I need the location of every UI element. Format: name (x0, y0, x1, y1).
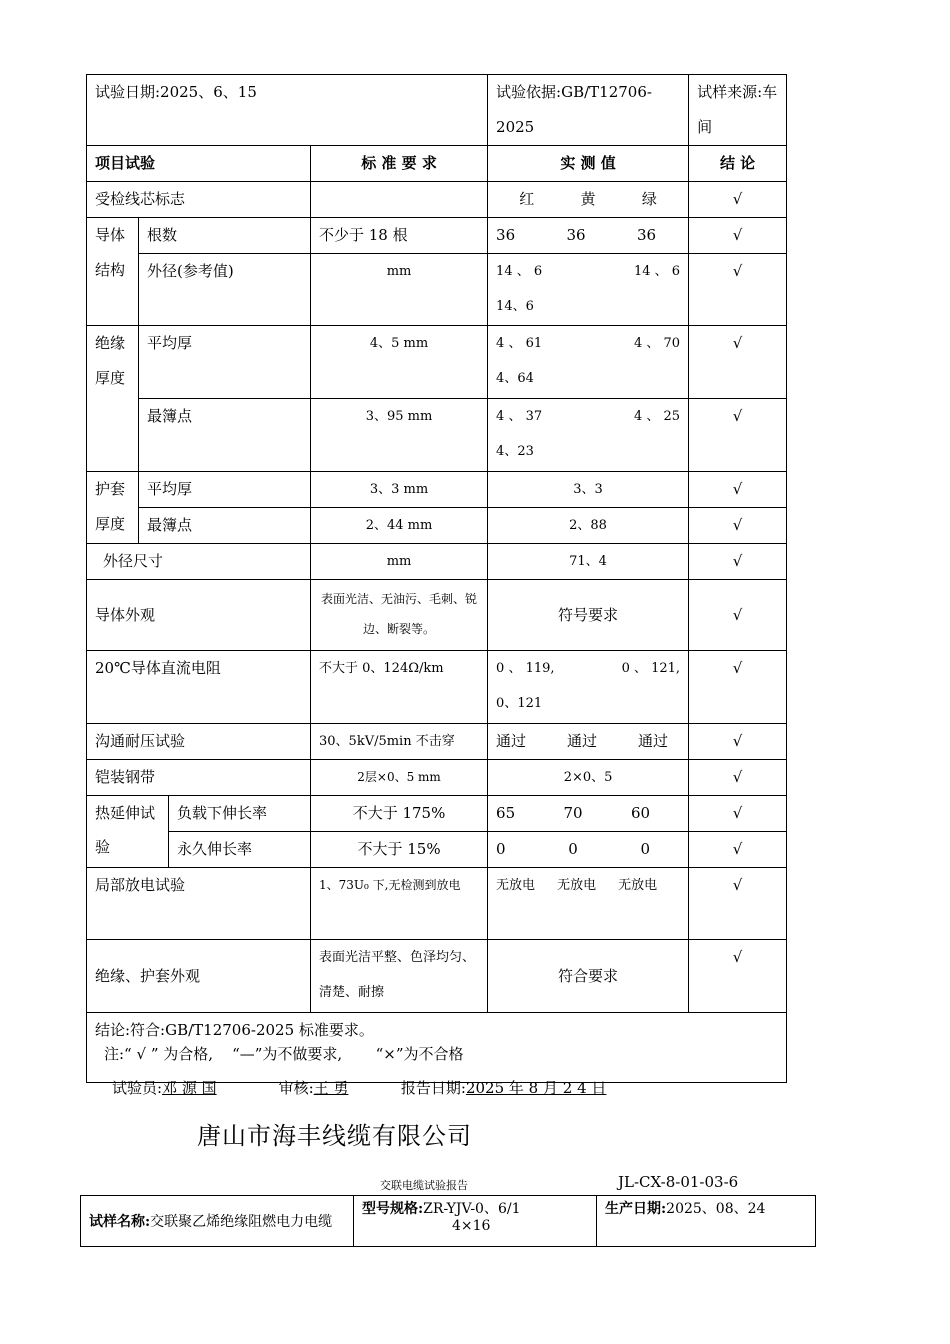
test-basis: 试验依据:GB/T12706-2025 (488, 75, 689, 146)
table-row: 最簿点 3、95 mm 4 、 37 4 、 25 4、23 √ (87, 399, 787, 472)
table-row: 外径尺寸 mm 71、4 √ (87, 544, 787, 580)
table-row: 最簿点 2、44 mm 2、88 √ (87, 508, 787, 544)
signature-line: 试验员:邓 源 国 审核:王 勇 报告日期:2025 年 8 月 2 4 日 (112, 1079, 607, 1097)
table-row: 热延伸试 验 负载下伸长率 不大于 175% 65 70 60 √ (87, 796, 787, 832)
company-name: 唐山市海丰线缆有限公司 (197, 1122, 472, 1150)
table-row: 外径(参考值) mm 14 、 6 14 、 6 14、6 √ (87, 254, 787, 326)
table-row: 绝缘厚度 平均厚 4、5 mm 4 、 61 4 、 70 4、64 √ (87, 326, 787, 399)
col-measured: 实 测 值 (488, 146, 689, 182)
tester-name: 邓 源 国 (162, 1079, 217, 1097)
table-row: 导体外观 表面光洁、无油污、毛刺、锐边、断裂等。 符号要求 √ (87, 580, 787, 651)
test-date: 试验日期:2025、6、15 (87, 75, 488, 146)
table-row: 绝缘、护套外观 表面光洁平整、色泽均匀、清楚、耐擦 符合要求 √ (87, 940, 787, 1013)
col-conclusion: 结 论 (689, 146, 787, 182)
table-row: 导体结构 根数 不少于 18 根 36 36 36 √ (87, 218, 787, 254)
sample-info-table (80, 1195, 816, 1247)
table-row: 铠装钢带 2层×0、5 mm 2×0、5 √ (87, 760, 787, 796)
conclusion-text: 结论:符合:GB/T12706-2025 标准要求。 (87, 1013, 787, 1083)
doc-title: 交联电缆试验报告 (380, 1179, 468, 1192)
doc-code: JL-CX-8-01-03-6 (618, 1173, 739, 1191)
column-header-row (87, 146, 787, 182)
report-date: 2025 年 8 月 2 4 日 (465, 1079, 607, 1097)
sample-name-cell: 试样名称:交联聚乙烯绝缘阻燃电力电缆 (81, 1196, 354, 1247)
col-standard: 标 准 要 求 (311, 146, 488, 182)
table-row: 20℃导体直流电阻 不大于 0、124Ω/km 0 、 119, 0 、 121, 0、121 √ (87, 651, 787, 724)
table-row: 永久伸长率 不大于 15% 0 0 0 √ (87, 832, 787, 868)
table-row: 沟通耐压试验 30、5kV/5min 不击穿 通过 通过 通过 √ (87, 724, 787, 760)
table-row: 局部放电试验 1、73U₀ 下,无检测到放电 无放电 无放电 无放电 √ (87, 868, 787, 940)
production-date-cell: 生产日期:2025、08、24 (597, 1196, 816, 1247)
header-row (87, 75, 787, 146)
test-report-table (86, 74, 787, 1083)
legend-note: 注:“ √ ” 为合格, “—”为不做要求, “×”为不合格 (104, 1045, 464, 1063)
col-item: 项目试验 (87, 146, 311, 182)
model-cell: 型号规格:ZR-YJV-0、6/1 4×16 (354, 1196, 597, 1247)
table-row: 受检线芯标志 红 黄 绿 √ (87, 182, 787, 218)
sample-source: 试样来源:车间 (689, 75, 787, 146)
reviewer-name: 王 勇 (313, 1079, 349, 1097)
table-row: 护套厚度 平均厚 3、3 mm 3、3 √ (87, 472, 787, 508)
